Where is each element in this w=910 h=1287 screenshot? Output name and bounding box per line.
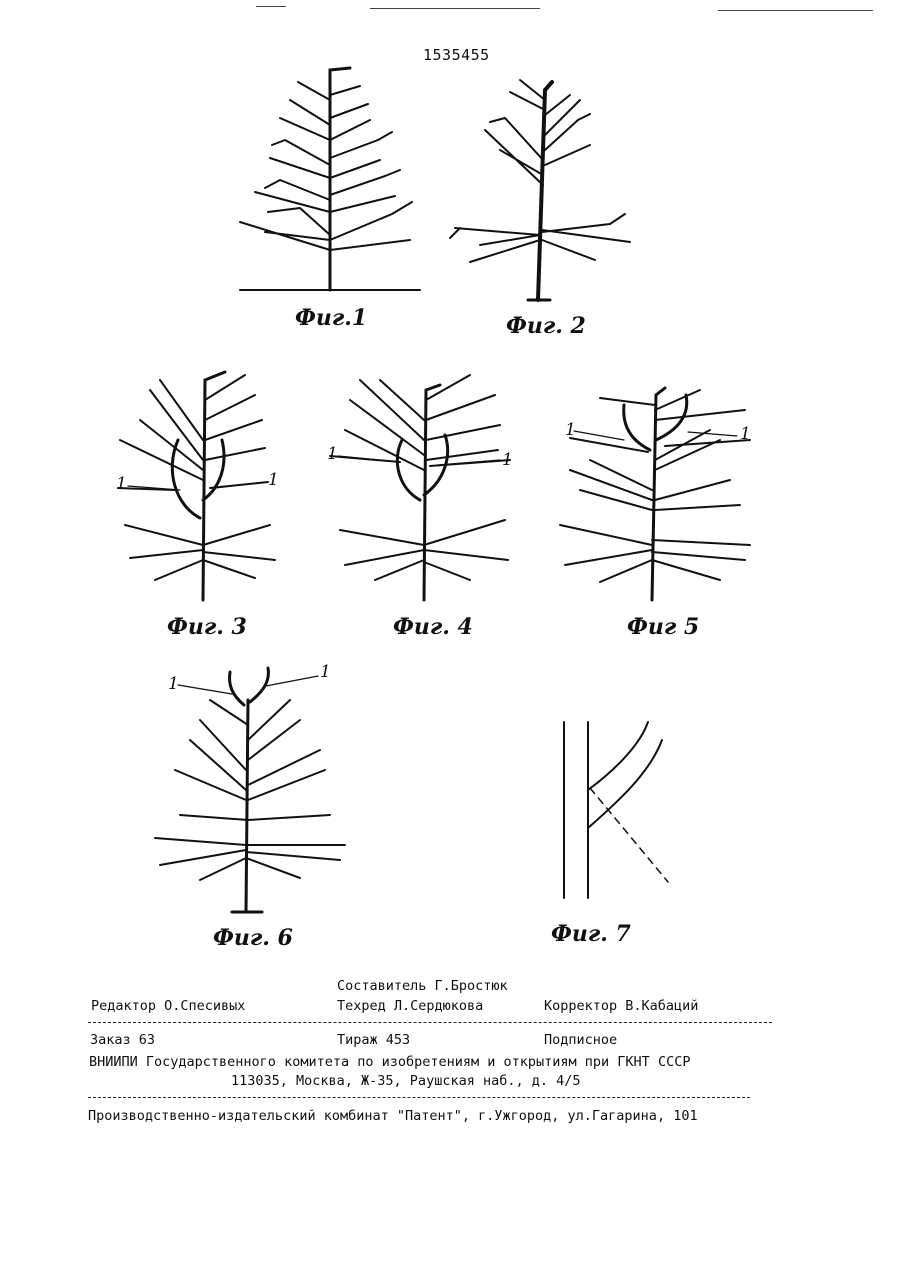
- fig2-tree: [450, 80, 630, 300]
- fig5-tree: [560, 388, 750, 600]
- imprint-order: Заказ 63: [90, 1032, 156, 1048]
- imprint-editor: Редактор О.Спесивых: [91, 998, 246, 1014]
- fig6-callout-right: 1: [320, 662, 331, 682]
- patent-number: 1535455: [423, 46, 490, 64]
- fig6-tree: [155, 668, 345, 912]
- fig5-callout-left: 1: [565, 420, 576, 440]
- fig5-caption: Фиг 5: [627, 614, 700, 640]
- fig4-callout-left: 1: [327, 444, 338, 464]
- imprint-compiler: Составитель Г.Бростюк: [337, 978, 508, 994]
- imprint-divider-1: [88, 1022, 772, 1023]
- fig3-callout-right: 1: [268, 470, 279, 490]
- fig5-callout-right: 1: [740, 424, 751, 444]
- fig3-callout-left: 1: [116, 474, 127, 494]
- fig6-callout-left: 1: [168, 674, 179, 694]
- fig7-diagram: [564, 722, 668, 898]
- fig4-callout-right: 1: [502, 450, 513, 470]
- imprint-corrector: Корректор В.Кабаций: [544, 998, 699, 1014]
- fig6-caption: Фиг. 6: [213, 925, 293, 951]
- imprint-subscription: Подписное: [544, 1032, 618, 1048]
- imprint-circulation: Тираж 453: [337, 1032, 411, 1048]
- fig1-caption: Фиг.1: [295, 305, 368, 331]
- imprint-divider-2: [88, 1097, 750, 1098]
- fig4-tree: [330, 375, 510, 600]
- fig3-caption: Фиг. 3: [167, 614, 247, 640]
- fig1-tree: [240, 68, 420, 290]
- imprint-vniipi: ВНИИПИ Государственного комитета по изобретениям и открытиям при ГКНТ СССР: [89, 1054, 691, 1070]
- fig2-caption: Фиг. 2: [506, 313, 586, 339]
- imprint-printer: Производственно-издательский комбинат "Патент", г.Ужгород, ул.Гагарина, 101: [88, 1108, 698, 1124]
- imprint-techred: Техред Л.Сердюкова: [337, 998, 484, 1014]
- imprint-address: 113035, Москва, Ж-35, Раушская наб., д. 4/5: [231, 1073, 581, 1089]
- fig7-caption: Фиг. 7: [551, 921, 631, 947]
- fig3-tree: [118, 372, 275, 600]
- fig4-caption: Фиг. 4: [393, 614, 473, 640]
